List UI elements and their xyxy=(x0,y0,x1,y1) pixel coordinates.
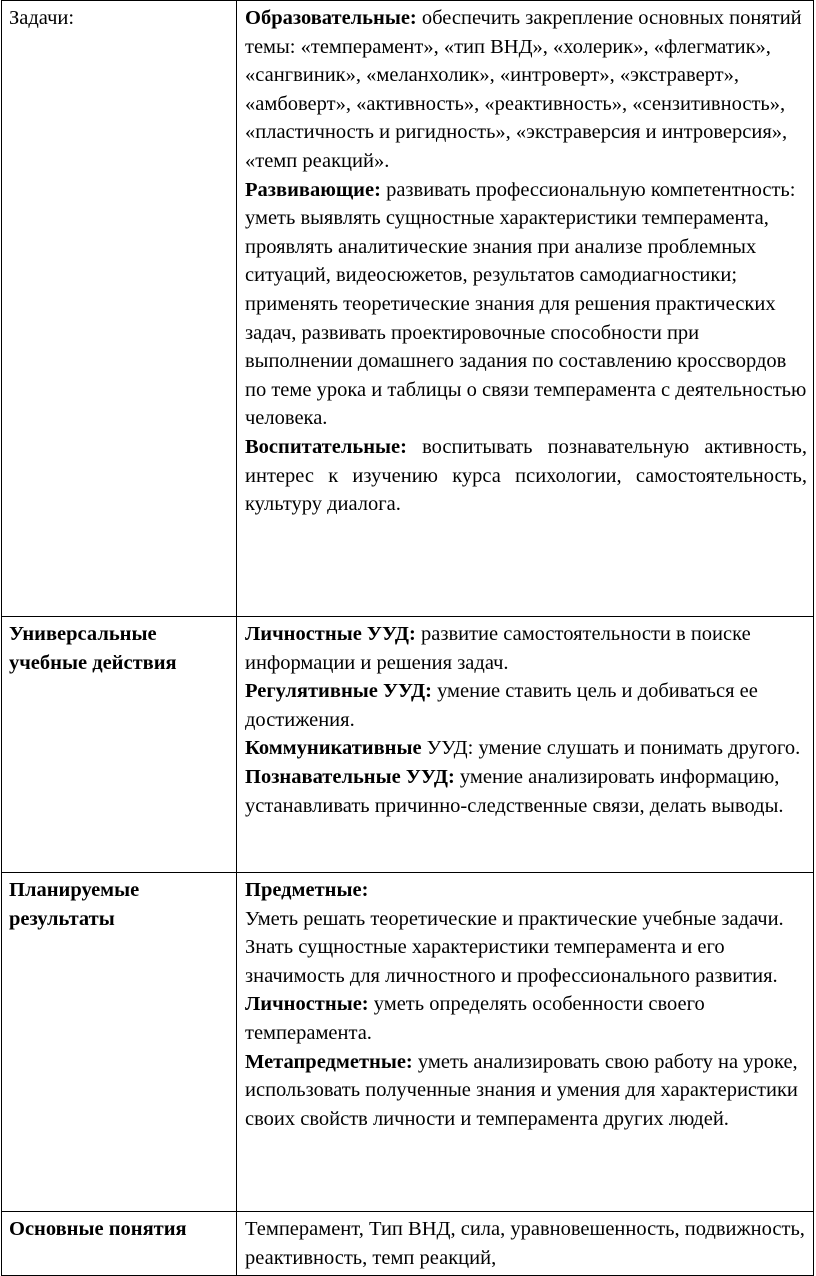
row-content xyxy=(237,1,814,617)
row-content xyxy=(237,873,814,1212)
block-text: Уметь решать теоретические и практические учебные задачи. xyxy=(245,907,784,930)
row-label: Универсальные учебные действия xyxy=(2,617,237,873)
row-label: Основные понятия xyxy=(2,1212,237,1276)
row-label: Задачи: xyxy=(2,1,237,617)
block-heading: Коммуникативные xyxy=(245,737,422,760)
row-label: Планируемые результаты xyxy=(2,873,237,1212)
block-text: развитие самостоятельности в поиске информации и решения задач. xyxy=(245,623,751,674)
content-block xyxy=(245,876,807,905)
content-block xyxy=(245,763,807,820)
block-text: развивать профессиональную компетентность: уметь выявлять сущностные характеристики темперамента, проявлять аналитические знания при анализе проблемных ситуаций, видеосюжетов, результатов самодиагностики; применять теоретические знания для решения практических задач, развивать проектировочные способности при выполнении домашнего задания по составлению кроссвордов по теме урока и таблицы о связи темперамента с деятельностью человека. xyxy=(245,178,807,430)
content-block xyxy=(245,990,807,1047)
content-block xyxy=(245,933,807,990)
row-content xyxy=(237,617,814,873)
block-text: уметь определять особенности своего темперамента. xyxy=(245,993,705,1044)
block-heading: Развивающие: xyxy=(245,178,381,201)
content-block xyxy=(245,620,807,677)
block-text: обеспечить закрепление основных понятий темы: «темперамент», «тип ВНД», «холерик», «флегматик», «сангвиник», «меланхолик», «интроверт», «экстраверт», «амбоверт», «активность», «реактивность», «сензитивность», «пластичность и ригидность», «экстраверсия и интроверсия», «темп реакций». xyxy=(245,7,802,172)
block-heading: Личностные: xyxy=(245,993,369,1016)
block-text: Знать сущностные характеристики темперамента и его значимость для личностного и профессионального развития. xyxy=(245,936,778,987)
block-text: уметь анализировать свою работу на уроке, использовать полученные знания и умения для характеристики своих свойств личности и темперамента других людей. xyxy=(245,1050,798,1130)
table-row xyxy=(2,617,814,873)
content-block xyxy=(245,1048,807,1134)
block-text: умение анализировать информацию, устанавливать причинно-следственные связи, делать выводы. xyxy=(245,765,784,817)
block-heading: Личностные УУД: xyxy=(245,623,416,645)
table-row xyxy=(2,1212,814,1276)
block-text: Темперамент, Тип ВНД, сила, уравновешенность, подвижность, реактивность, темп реакций, xyxy=(245,1218,805,1269)
block-heading: Метапредметные: xyxy=(245,1050,413,1073)
block-heading: Познавательные УУД: xyxy=(245,765,455,788)
content-block xyxy=(245,4,807,176)
content-block xyxy=(245,176,807,433)
block-heading: Воспитательные: xyxy=(245,435,407,458)
content-block xyxy=(245,1215,807,1272)
content-block xyxy=(245,905,807,934)
content-block xyxy=(245,433,807,519)
block-text: воспитывать познавательную активность, интерес к изучению курса психологии, самостоятельность, культуру диалога. xyxy=(245,435,807,516)
table-row xyxy=(2,1,814,617)
block-text: умение ставить цель и добиваться ее достижения. xyxy=(245,680,758,731)
block-heading: Предметные: xyxy=(245,879,369,901)
block-text: УУД: умение слушать и понимать другого. xyxy=(421,737,801,760)
table-row xyxy=(2,873,814,1212)
block-heading: Регулятивные УУД: xyxy=(245,680,432,703)
block-heading: Образовательные: xyxy=(245,7,417,29)
content-block xyxy=(245,734,807,763)
row-content xyxy=(237,1212,814,1276)
content-block xyxy=(245,677,807,734)
lesson-plan-table xyxy=(1,0,814,1276)
